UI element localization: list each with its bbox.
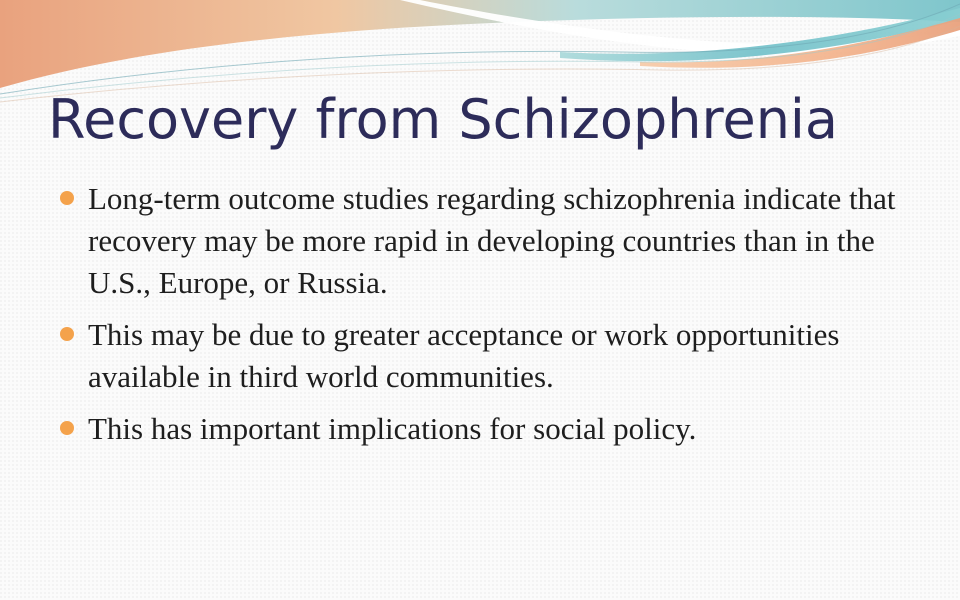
bullet-item bbox=[60, 178, 900, 304]
bullet-item bbox=[60, 408, 900, 450]
bullet-text: Long-term outcome studies regarding schizophrenia indicate that recovery may be more rapid in developing countries than in the U.S., Europe, or Russia. bbox=[88, 181, 896, 300]
bullet-dot-icon bbox=[60, 191, 74, 205]
bullet-item bbox=[60, 314, 900, 398]
bullet-list bbox=[60, 178, 900, 460]
bullet-text: This may be due to greater acceptance or work opportunities available in third world communities. bbox=[88, 317, 840, 394]
bullet-dot-icon bbox=[60, 421, 74, 435]
bullet-text: This has important implications for social policy. bbox=[88, 411, 697, 446]
slide-title: Recovery from Schizophrenia bbox=[48, 88, 839, 151]
bullet-dot-icon bbox=[60, 327, 74, 341]
